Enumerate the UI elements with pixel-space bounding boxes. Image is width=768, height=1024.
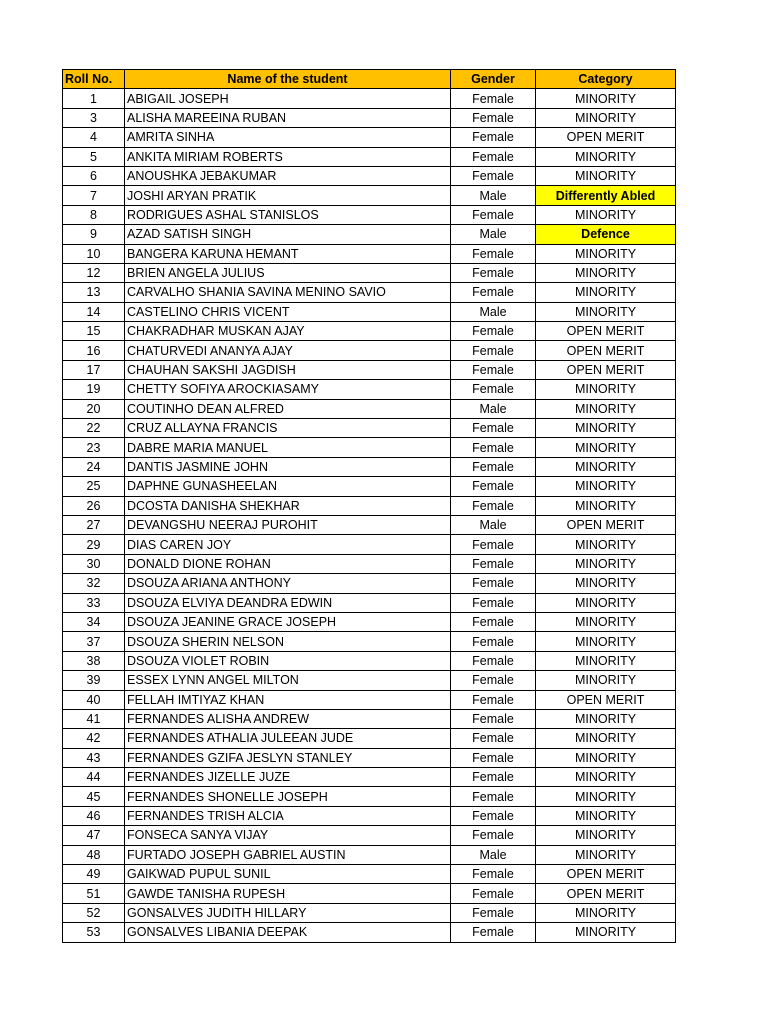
table-row [63, 457, 676, 476]
roll-no-cell: 9 [63, 225, 125, 244]
gender-cell: Female [451, 147, 536, 166]
student-name-cell: DCOSTA DANISHA SHEKHAR [125, 496, 451, 515]
gender-cell: Female [451, 612, 536, 631]
table-row [63, 186, 676, 205]
student-name-cell: ABIGAIL JOSEPH [125, 89, 451, 108]
header-gender: Gender [451, 70, 536, 89]
table-header-row [63, 70, 676, 89]
gender-cell: Male [451, 845, 536, 864]
table-row [63, 903, 676, 922]
gender-cell: Female [451, 671, 536, 690]
gender-cell: Female [451, 806, 536, 825]
student-table [62, 69, 676, 943]
header-category: Category [536, 70, 676, 89]
student-name-cell: ANOUSHKA JEBAKUMAR [125, 166, 451, 185]
table-row [63, 690, 676, 709]
student-name-cell: FURTADO JOSEPH GABRIEL AUSTIN [125, 845, 451, 864]
category-cell: OPEN MERIT [536, 884, 676, 903]
table-row [63, 283, 676, 302]
category-cell: OPEN MERIT [536, 360, 676, 379]
roll-no-cell: 16 [63, 341, 125, 360]
category-cell: MINORITY [536, 457, 676, 476]
roll-no-cell: 12 [63, 263, 125, 282]
student-name-cell: ESSEX LYNN ANGEL MILTON [125, 671, 451, 690]
gender-cell: Female [451, 651, 536, 670]
student-name-cell: CHETTY SOFIYA AROCKIASAMY [125, 380, 451, 399]
gender-cell: Male [451, 515, 536, 534]
gender-cell: Female [451, 884, 536, 903]
table-row [63, 923, 676, 942]
gender-cell: Female [451, 166, 536, 185]
student-name-cell: CHAUHAN SAKSHI JAGDISH [125, 360, 451, 379]
table-row [63, 89, 676, 108]
gender-cell: Female [451, 554, 536, 573]
student-name-cell: BRIEN ANGELA JULIUS [125, 263, 451, 282]
table-row [63, 205, 676, 224]
category-cell: MINORITY [536, 283, 676, 302]
gender-cell: Female [451, 322, 536, 341]
roll-no-cell: 40 [63, 690, 125, 709]
roll-no-cell: 39 [63, 671, 125, 690]
table-row [63, 322, 676, 341]
student-name-cell: AMRITA SINHA [125, 128, 451, 147]
category-cell: MINORITY [536, 787, 676, 806]
category-cell: Differently Abled [536, 186, 676, 205]
roll-no-cell: 1 [63, 89, 125, 108]
roll-no-cell: 27 [63, 515, 125, 534]
table-row [63, 593, 676, 612]
table-row [63, 748, 676, 767]
student-name-cell: FONSECA SANYA VIJAY [125, 826, 451, 845]
student-name-cell: COUTINHO DEAN ALFRED [125, 399, 451, 418]
gender-cell: Female [451, 903, 536, 922]
roll-no-cell: 17 [63, 360, 125, 379]
roll-no-cell: 47 [63, 826, 125, 845]
gender-cell: Female [451, 574, 536, 593]
roll-no-cell: 14 [63, 302, 125, 321]
category-cell: MINORITY [536, 263, 676, 282]
category-cell: MINORITY [536, 496, 676, 515]
table-row [63, 438, 676, 457]
category-cell: MINORITY [536, 438, 676, 457]
category-cell: MINORITY [536, 845, 676, 864]
category-cell: MINORITY [536, 593, 676, 612]
table-row [63, 244, 676, 263]
student-name-cell: CHATURVEDI ANANYA AJAY [125, 341, 451, 360]
category-cell: OPEN MERIT [536, 341, 676, 360]
gender-cell: Female [451, 419, 536, 438]
roll-no-cell: 45 [63, 787, 125, 806]
student-name-cell: DSOUZA VIOLET ROBIN [125, 651, 451, 670]
student-name-cell: DSOUZA ARIANA ANTHONY [125, 574, 451, 593]
gender-cell: Female [451, 826, 536, 845]
table-row [63, 419, 676, 438]
category-cell: MINORITY [536, 419, 676, 438]
roll-no-cell: 7 [63, 186, 125, 205]
roll-no-cell: 53 [63, 923, 125, 942]
table-row [63, 360, 676, 379]
gender-cell: Female [451, 360, 536, 379]
category-cell: MINORITY [536, 108, 676, 127]
student-name-cell: FELLAH IMTIYAZ KHAN [125, 690, 451, 709]
gender-cell: Female [451, 477, 536, 496]
student-name-cell: CASTELINO CHRIS VICENT [125, 302, 451, 321]
student-name-cell: AZAD SATISH SINGH [125, 225, 451, 244]
gender-cell: Female [451, 709, 536, 728]
student-name-cell: FERNANDES SHONELLE JOSEPH [125, 787, 451, 806]
table-row [63, 535, 676, 554]
gender-cell: Female [451, 341, 536, 360]
category-cell: MINORITY [536, 651, 676, 670]
gender-cell: Female [451, 380, 536, 399]
roll-no-cell: 30 [63, 554, 125, 573]
gender-cell: Female [451, 244, 536, 263]
gender-cell: Female [451, 748, 536, 767]
table-row [63, 302, 676, 321]
gender-cell: Female [451, 496, 536, 515]
table-row [63, 768, 676, 787]
table-row [63, 651, 676, 670]
student-name-cell: DIAS CAREN JOY [125, 535, 451, 554]
student-name-cell: FERNANDES GZIFA JESLYN STANLEY [125, 748, 451, 767]
gender-cell: Male [451, 186, 536, 205]
table-row [63, 709, 676, 728]
table-row [63, 826, 676, 845]
category-cell: MINORITY [536, 166, 676, 185]
student-name-cell: FERNANDES TRISH ALCIA [125, 806, 451, 825]
gender-cell: Male [451, 225, 536, 244]
table-row [63, 128, 676, 147]
roll-no-cell: 32 [63, 574, 125, 593]
gender-cell: Female [451, 438, 536, 457]
table-row [63, 632, 676, 651]
roll-no-cell: 42 [63, 729, 125, 748]
gender-cell: Female [451, 865, 536, 884]
category-cell: MINORITY [536, 535, 676, 554]
student-name-cell: DONALD DIONE ROHAN [125, 554, 451, 573]
roll-no-cell: 34 [63, 612, 125, 631]
roll-no-cell: 41 [63, 709, 125, 728]
category-cell: OPEN MERIT [536, 690, 676, 709]
roll-no-cell: 33 [63, 593, 125, 612]
category-cell: OPEN MERIT [536, 515, 676, 534]
roll-no-cell: 24 [63, 457, 125, 476]
gender-cell: Female [451, 535, 536, 554]
category-cell: MINORITY [536, 554, 676, 573]
roll-no-cell: 52 [63, 903, 125, 922]
category-cell: MINORITY [536, 244, 676, 263]
gender-cell: Female [451, 787, 536, 806]
table-row [63, 884, 676, 903]
gender-cell: Female [451, 768, 536, 787]
student-name-cell: GAWDE TANISHA RUPESH [125, 884, 451, 903]
student-name-cell: GONSALVES LIBANIA DEEPAK [125, 923, 451, 942]
table-row [63, 108, 676, 127]
category-cell: MINORITY [536, 612, 676, 631]
table-row [63, 341, 676, 360]
roll-no-cell: 6 [63, 166, 125, 185]
gender-cell: Female [451, 283, 536, 302]
category-cell: MINORITY [536, 205, 676, 224]
student-name-cell: RODRIGUES ASHAL STANISLOS [125, 205, 451, 224]
gender-cell: Female [451, 632, 536, 651]
roll-no-cell: 5 [63, 147, 125, 166]
student-name-cell: CRUZ ALLAYNA FRANCIS [125, 419, 451, 438]
roll-no-cell: 51 [63, 884, 125, 903]
roll-no-cell: 38 [63, 651, 125, 670]
student-name-cell: BANGERA KARUNA HEMANT [125, 244, 451, 263]
roll-no-cell: 15 [63, 322, 125, 341]
table-row [63, 477, 676, 496]
roll-no-cell: 19 [63, 380, 125, 399]
category-cell: MINORITY [536, 806, 676, 825]
category-cell: OPEN MERIT [536, 128, 676, 147]
table-body [63, 89, 676, 942]
table-row [63, 806, 676, 825]
header-student-name: Name of the student [125, 70, 451, 89]
gender-cell: Female [451, 263, 536, 282]
roll-no-cell: 23 [63, 438, 125, 457]
table-row [63, 496, 676, 515]
category-cell: OPEN MERIT [536, 322, 676, 341]
table-row [63, 515, 676, 534]
roll-no-cell: 43 [63, 748, 125, 767]
category-cell: MINORITY [536, 748, 676, 767]
roll-no-cell: 25 [63, 477, 125, 496]
category-cell: MINORITY [536, 826, 676, 845]
category-cell: MINORITY [536, 380, 676, 399]
table-row [63, 729, 676, 748]
gender-cell: Female [451, 89, 536, 108]
category-cell: MINORITY [536, 399, 676, 418]
table-row [63, 399, 676, 418]
category-cell: MINORITY [536, 147, 676, 166]
category-cell: MINORITY [536, 477, 676, 496]
category-cell: MINORITY [536, 89, 676, 108]
category-cell: MINORITY [536, 729, 676, 748]
gender-cell: Female [451, 108, 536, 127]
gender-cell: Male [451, 399, 536, 418]
gender-cell: Female [451, 457, 536, 476]
roll-no-cell: 29 [63, 535, 125, 554]
student-name-cell: JOSHI ARYAN PRATIK [125, 186, 451, 205]
roll-no-cell: 22 [63, 419, 125, 438]
student-name-cell: FERNANDES ATHALIA JULEEAN JUDE [125, 729, 451, 748]
roll-no-cell: 49 [63, 865, 125, 884]
student-name-cell: DAPHNE GUNASHEELAN [125, 477, 451, 496]
table-row [63, 263, 676, 282]
student-name-cell: CHAKRADHAR MUSKAN AJAY [125, 322, 451, 341]
student-name-cell: ALISHA MAREEINA RUBAN [125, 108, 451, 127]
header-roll-no: Roll No. [63, 70, 125, 89]
student-name-cell: ANKITA MIRIAM ROBERTS [125, 147, 451, 166]
table-row [63, 671, 676, 690]
table-row [63, 787, 676, 806]
student-name-cell: FERNANDES JIZELLE JUZE [125, 768, 451, 787]
student-name-cell: DSOUZA JEANINE GRACE JOSEPH [125, 612, 451, 631]
roll-no-cell: 13 [63, 283, 125, 302]
roll-no-cell: 37 [63, 632, 125, 651]
roll-no-cell: 46 [63, 806, 125, 825]
gender-cell: Female [451, 729, 536, 748]
roll-no-cell: 8 [63, 205, 125, 224]
student-name-cell: FERNANDES ALISHA ANDREW [125, 709, 451, 728]
student-name-cell: DSOUZA ELVIYA DEANDRA EDWIN [125, 593, 451, 612]
student-name-cell: CARVALHO SHANIA SAVINA MENINO SAVIO [125, 283, 451, 302]
roll-no-cell: 48 [63, 845, 125, 864]
category-cell: MINORITY [536, 903, 676, 922]
category-cell: Defence [536, 225, 676, 244]
table-row [63, 147, 676, 166]
table-row [63, 612, 676, 631]
category-cell: OPEN MERIT [536, 865, 676, 884]
roll-no-cell: 3 [63, 108, 125, 127]
table-row [63, 166, 676, 185]
roll-no-cell: 4 [63, 128, 125, 147]
student-name-cell: GONSALVES JUDITH HILLARY [125, 903, 451, 922]
category-cell: MINORITY [536, 574, 676, 593]
table-row [63, 845, 676, 864]
gender-cell: Female [451, 593, 536, 612]
table-row [63, 865, 676, 884]
category-cell: MINORITY [536, 709, 676, 728]
gender-cell: Male [451, 302, 536, 321]
table-row [63, 380, 676, 399]
student-name-cell: DABRE MARIA MANUEL [125, 438, 451, 457]
roll-no-cell: 20 [63, 399, 125, 418]
student-name-cell: DEVANGSHU NEERAJ PUROHIT [125, 515, 451, 534]
student-name-cell: GAIKWAD PUPUL SUNIL [125, 865, 451, 884]
student-name-cell: DANTIS JASMINE JOHN [125, 457, 451, 476]
category-cell: MINORITY [536, 923, 676, 942]
category-cell: MINORITY [536, 302, 676, 321]
category-cell: MINORITY [536, 671, 676, 690]
table-row [63, 554, 676, 573]
gender-cell: Female [451, 923, 536, 942]
gender-cell: Female [451, 128, 536, 147]
roll-no-cell: 44 [63, 768, 125, 787]
roll-no-cell: 26 [63, 496, 125, 515]
category-cell: MINORITY [536, 768, 676, 787]
category-cell: MINORITY [536, 632, 676, 651]
table-row [63, 574, 676, 593]
gender-cell: Female [451, 205, 536, 224]
student-name-cell: DSOUZA SHERIN NELSON [125, 632, 451, 651]
gender-cell: Female [451, 690, 536, 709]
table-row [63, 225, 676, 244]
roll-no-cell: 10 [63, 244, 125, 263]
